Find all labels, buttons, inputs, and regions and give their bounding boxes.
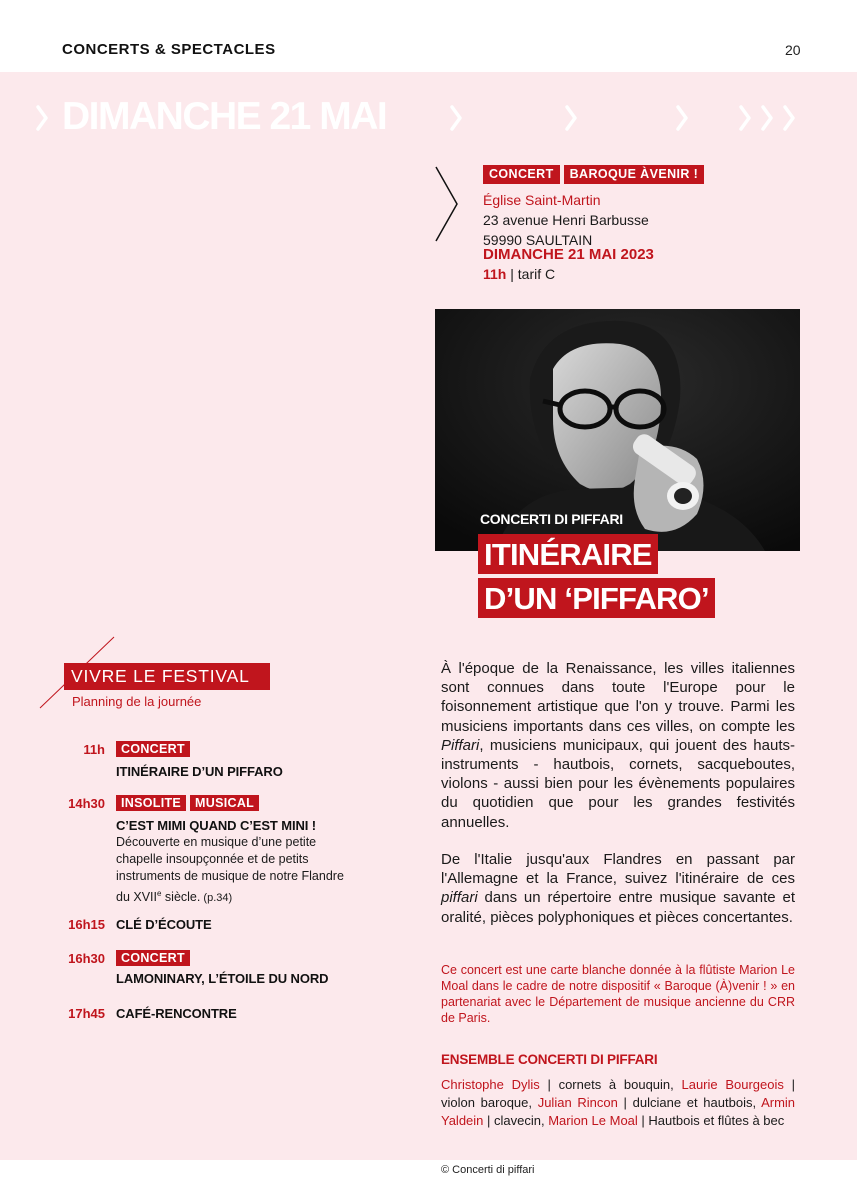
tag-concert: CONCERT bbox=[483, 165, 560, 184]
schedule-time: 16h15 bbox=[68, 917, 105, 932]
event-tags bbox=[483, 165, 704, 184]
event-tariff: | tarif C bbox=[506, 266, 556, 282]
venue-name: Église Saint-Martin bbox=[483, 192, 601, 208]
member-role: | cornets à bouquin, bbox=[539, 1077, 682, 1092]
event-time bbox=[483, 266, 555, 282]
member-role: | dulciane et hautbois, bbox=[617, 1095, 762, 1110]
schedule-description bbox=[116, 834, 346, 907]
member-name: Christophe Dylis bbox=[441, 1077, 540, 1092]
carte-blanche-note: Ce concert est une carte blanche donnée à la flûtiste Marion Le Moal dans le cadre de notre dispositif « Baroque (À)venir ! » en partenariat avec le Département de musique ancienne du CRR de Paris. bbox=[441, 963, 795, 1025]
schedule-description-end: siècle. bbox=[161, 890, 201, 905]
description-paragraph-2 bbox=[441, 850, 795, 927]
chevron-right-icon bbox=[567, 107, 575, 129]
schedule-description-sup: e bbox=[157, 889, 162, 898]
large-chevron-icon bbox=[432, 164, 462, 244]
day-title: DIMANCHE 21 MAI bbox=[62, 95, 387, 138]
schedule-title: C’EST MIMI QUAND C’EST MINI ! bbox=[116, 818, 317, 833]
description-p2-text: De l'Italie jusqu'aux Flandres en passant par l'Allemagne et la France, suivez l'itinéraire de ces bbox=[441, 851, 795, 888]
schedule-title: LAMONINARY, L’ÉTOILE DU NORD bbox=[116, 971, 329, 986]
venue-city: 59990 SAULTAIN bbox=[483, 232, 593, 248]
member-name: Julian Rincon bbox=[537, 1095, 618, 1110]
schedule-tag: CONCERT bbox=[116, 741, 190, 757]
schedule-tag: INSOLITE bbox=[116, 795, 186, 811]
description-paragraph-1 bbox=[441, 659, 795, 832]
member-role: | Hautbois et flûtes à bec bbox=[637, 1113, 785, 1128]
member-name: Armin Yaldein bbox=[441, 1095, 796, 1128]
member-role: | clavecin, bbox=[483, 1113, 549, 1128]
chevron-right-icon bbox=[763, 107, 771, 129]
ensemble-members bbox=[441, 1076, 795, 1130]
photo-credit: © Concerti di piffari bbox=[441, 1164, 535, 1176]
tag-baroque-avenir: BAROQUE ÀVENIR ! bbox=[564, 165, 705, 184]
description-p1-emphasis: Piffari bbox=[441, 736, 480, 754]
schedule-tag: CONCERT bbox=[116, 950, 190, 966]
schedule-title: CAFÉ-RENCONTRE bbox=[116, 1006, 237, 1021]
chevron-right-icon bbox=[678, 107, 686, 129]
page-header bbox=[0, 0, 857, 72]
festival-subtitle: Planning de la journée bbox=[72, 694, 202, 709]
description-p2-emphasis: piffari bbox=[441, 889, 478, 907]
event-hour: 11h bbox=[483, 266, 507, 282]
chevron-right-icon bbox=[785, 107, 793, 129]
chevron-right-icon bbox=[452, 107, 460, 129]
event-date: DIMANCHE 21 MAI 2023 bbox=[483, 246, 654, 263]
concert-ensemble-name: CONCERTI DI PIFFARI bbox=[480, 511, 623, 527]
member-name: Marion Le Moal bbox=[548, 1113, 638, 1128]
description-p1-text: À l'époque de la Renaissance, les villes italiennes sont connues dans toute l'Europe pour le foisonnement artistique que l'on y trouve. Parmi les musiciens importants dans ces villes, on compte les bbox=[441, 660, 795, 735]
schedule-time: 17h45 bbox=[68, 1006, 105, 1021]
festival-title: VIVRE LE FESTIVAL bbox=[64, 663, 270, 690]
chevron-right-icon bbox=[741, 107, 749, 129]
schedule-tags bbox=[116, 795, 259, 811]
member-name: Laurie Bourgeois bbox=[681, 1077, 784, 1092]
description-p2-text-end: dans un répertoire entre musique savante et oralité, pièces polyphoniques et pièces concertantes. bbox=[441, 889, 795, 926]
page-reference: (p.34) bbox=[200, 892, 233, 905]
schedule-time: 16h30 bbox=[68, 951, 105, 966]
venue-block bbox=[483, 190, 649, 250]
schedule-tag: MUSICAL bbox=[190, 795, 259, 811]
schedule-tags bbox=[116, 950, 190, 966]
section-title: CONCERTS & SPECTACLES bbox=[62, 41, 276, 58]
schedule-description-text: Découverte en musique d’une petite chapelle insoupçonnée et de petits instruments de musique de notre Flandre du XVII bbox=[116, 835, 344, 905]
description-p1-text-end: , musiciens municipaux, qui jouent des hauts-instruments - hautbois, cornets, sacqueboutes, violons - aussi bien pour les évènements populaires du quotidien que pour les grandes festivités annuelles. bbox=[441, 736, 795, 831]
member-role: | violon baroque, bbox=[441, 1077, 795, 1110]
ensemble-title: ENSEMBLE CONCERTI DI PIFFARI bbox=[441, 1052, 658, 1067]
schedule-tags bbox=[116, 741, 190, 757]
day-banner bbox=[0, 93, 857, 143]
schedule-title: CLÉ D’ÉCOUTE bbox=[116, 917, 212, 932]
chevron-right-icon bbox=[38, 107, 46, 129]
concert-title-line2: D’UN ‘PIFFARO’ bbox=[478, 578, 715, 618]
schedule-title: ITINÉRAIRE D’UN PIFFARO bbox=[116, 764, 283, 779]
schedule-time: 11h bbox=[83, 742, 105, 757]
schedule-time: 14h30 bbox=[68, 796, 105, 811]
concert-title-line1: ITINÉRAIRE bbox=[478, 534, 658, 574]
venue-address: 23 avenue Henri Barbusse bbox=[483, 212, 649, 228]
page-number: 20 bbox=[785, 42, 801, 58]
